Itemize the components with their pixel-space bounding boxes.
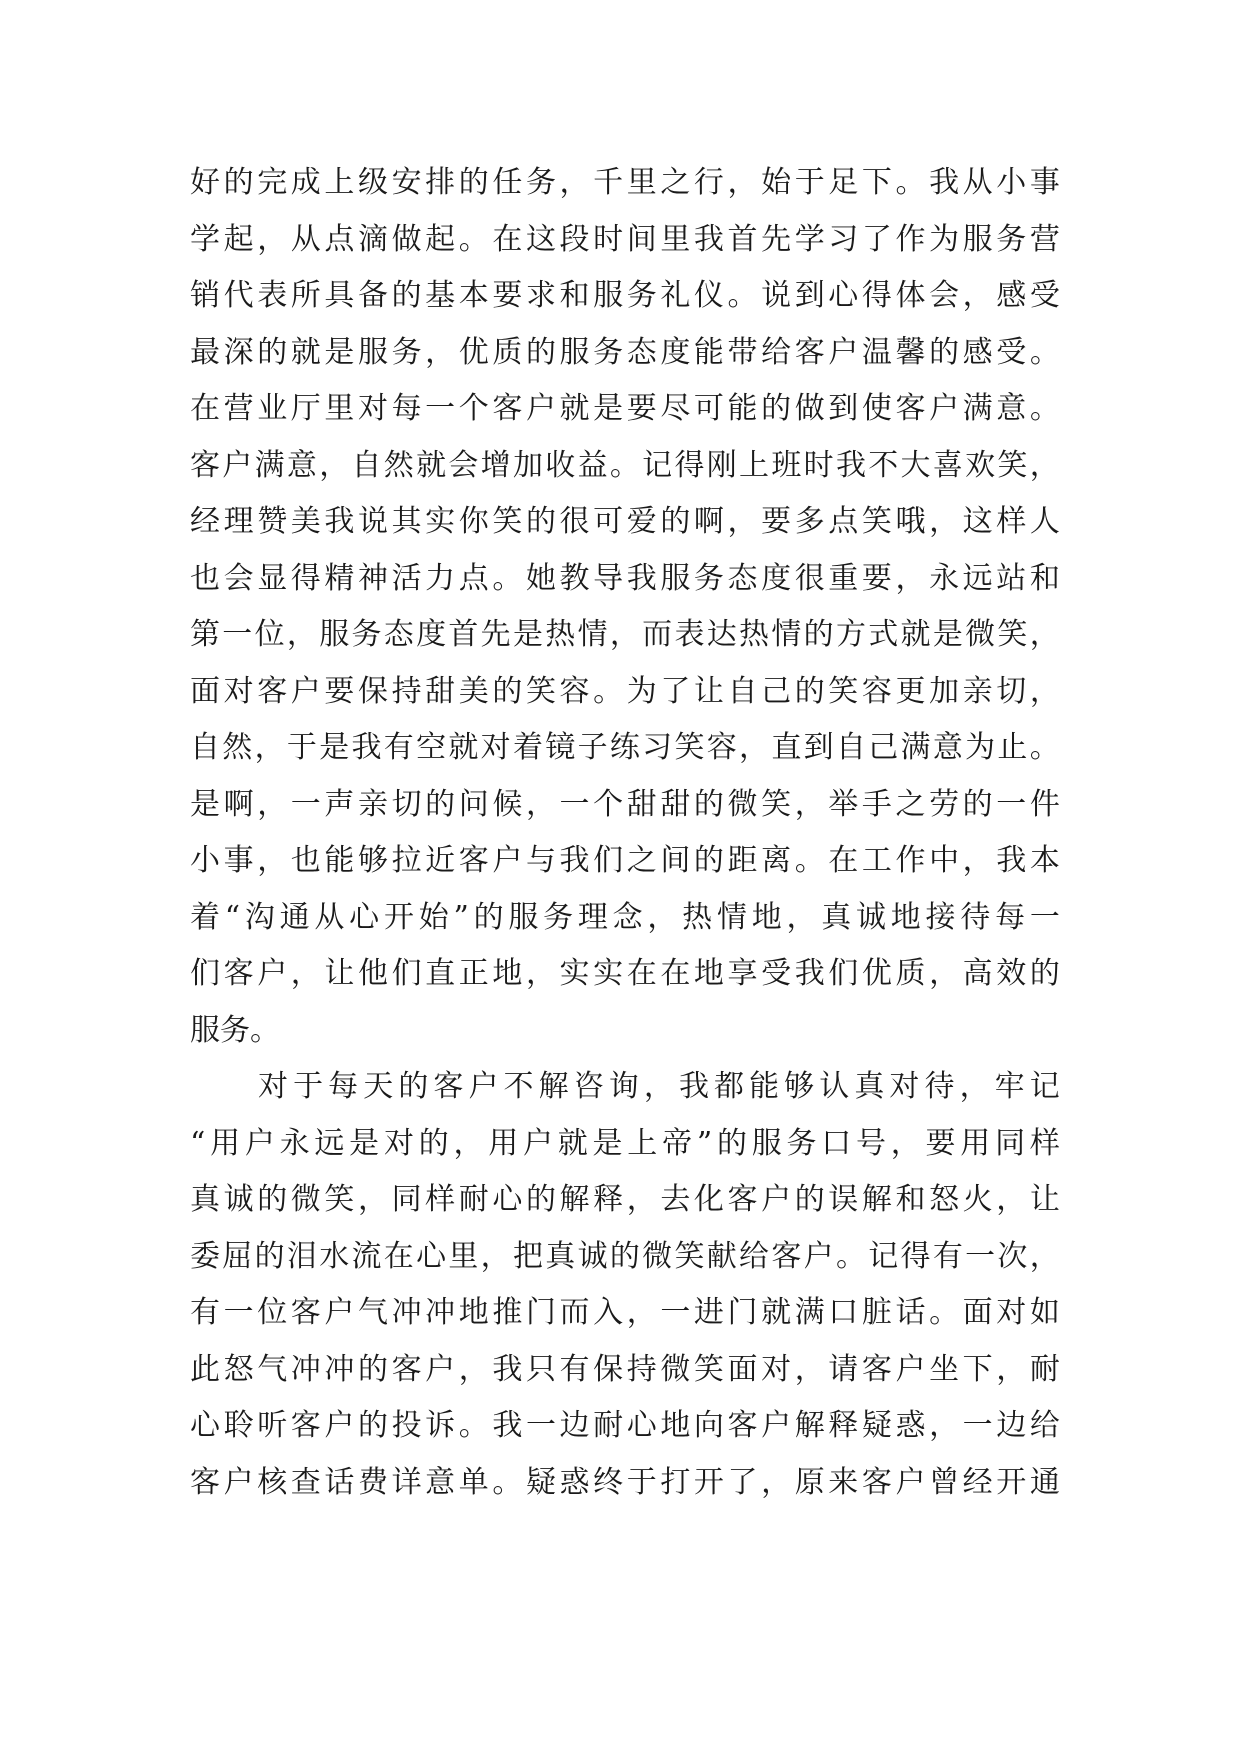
text-line: “ 用 户 永 远 是 对 的 ， 用 户 就 是 上 帝 ” 的 服 务 口 号 ， 要 用 同 样 bbox=[190, 1125, 1060, 1161]
text-line: 面 对 客 户 要 保 持 甜 美 的 笑 容 。 为 了 让 自 己 的 笑 容 更 加 亲 切 ， bbox=[190, 673, 1060, 709]
text-line: 第 一 位 ， 服 务 态 度 首 先 是 热 情 ， 而 表 达 热 情 的 方 式 就 是 微 笑 ， bbox=[190, 617, 1060, 652]
text-line: 学 起 ， 从 点 滴 做 起 。 在 这 段 时 间 里 我 首 先 学 习 了 作 为 服 务 营 bbox=[190, 221, 1060, 257]
text-line: 客 户 满 意 ， 自 然 就 会 增 加 收 益 。 记 得 刚 上 班 时 我 不 大 喜 欢 笑 ， bbox=[190, 447, 1060, 483]
text-line: 有 一 位 客 户 气 冲 冲 地 推 门 而 入 ， 一 进 门 就 满 口 脏 话 。 面 对 如 bbox=[190, 1295, 1060, 1330]
text-line: 着 “ 沟 通 从 心 开 始 ” 的 服 务 理 念 ， 热 情 地 ， 真 诚 地 接 待 每 一 bbox=[190, 899, 1060, 935]
text-line: 是 啊 ， 一 声 亲 切 的 问 候 ， 一 个 甜 甜 的 微 笑 ， 举 手 之 劳 的 一 件 bbox=[190, 786, 1060, 822]
text-line: 服 务 。 bbox=[190, 1012, 280, 1048]
text-line: 也 会 显 得 精 神 活 力 点 。 她 教 导 我 服 务 态 度 很 重 要 ， 永 远 站 和 bbox=[190, 560, 1060, 596]
text-line: 好 的 完 成 上 级 安 排 的 任 务 ， 千 里 之 行 ， 始 于 足 下 。 我 从 小 事 bbox=[190, 165, 1060, 200]
text-line: 经 理 赞 美 我 说 其 实 你 笑 的 很 可 爱 的 啊 ， 要 多 点 笑 哦 ， 这 样 人 bbox=[190, 504, 1060, 539]
text-line: 销 代 表 所 具 备 的 基 本 要 求 和 服 务 礼 仪 。 说 到 心 得 体 会 ， 感 受 bbox=[190, 278, 1060, 313]
text-line: 自 然 ， 于 是 我 有 空 就 对 着 镜 子 练 习 笑 容 ， 直 到 自 己 满 意 为 止 。 bbox=[190, 730, 1060, 765]
text-line: 小 事 ， 也 能 够 拉 近 客 户 与 我 们 之 间 的 距 离 。 在 工 作 中 ， 我 本 bbox=[190, 843, 1060, 878]
text-line: 心 聆 听 客 户 的 投 诉 。 我 一 边 耐 心 地 向 客 户 解 释 疑 惑 ， 一 边 给 bbox=[190, 1408, 1060, 1443]
text-line: 此 怒 气 冲 冲 的 客 户 ， 我 只 有 保 持 微 笑 面 对 ， 请 客 户 坐 下 ， 耐 bbox=[190, 1351, 1060, 1387]
text-line: 委 屈 的 泪 水 流 在 心 里 ， 把 真 诚 的 微 笑 献 给 客 户 。 记 得 有 一 次 ， bbox=[190, 1238, 1060, 1274]
text-line: 对 于 每 天 的 客 户 不 解 咨 询 ， 我 都 能 够 认 真 对 待 ， 牢 记 bbox=[258, 1069, 1060, 1104]
text-line: 在 营 业 厅 里 对 每 一 个 客 户 就 是 要 尽 可 能 的 做 到 使 客 户 满 意 。 bbox=[190, 391, 1060, 426]
text-line: 真 诚 的 微 笑 ， 同 样 耐 心 的 解 释 ， 去 化 客 户 的 误 解 和 怒 火 ， 让 bbox=[190, 1182, 1060, 1217]
body-text bbox=[190, 155, 1060, 1511]
text-line: 客 户 核 查 话 费 详 意 单 。 疑 惑 终 于 打 开 了 ， 原 来 客 户 曾 经 开 通 bbox=[190, 1464, 1060, 1500]
text-line: 最 深 的 就 是 服 务 ， 优 质 的 服 务 态 度 能 带 给 客 户 温 馨 的 感 受 。 bbox=[190, 334, 1060, 370]
text-line: 们 客 户 ， 让 他 们 直 正 地 ， 实 实 在 在 地 享 受 我 们 优 质 ， 高 效 的 bbox=[190, 956, 1060, 991]
